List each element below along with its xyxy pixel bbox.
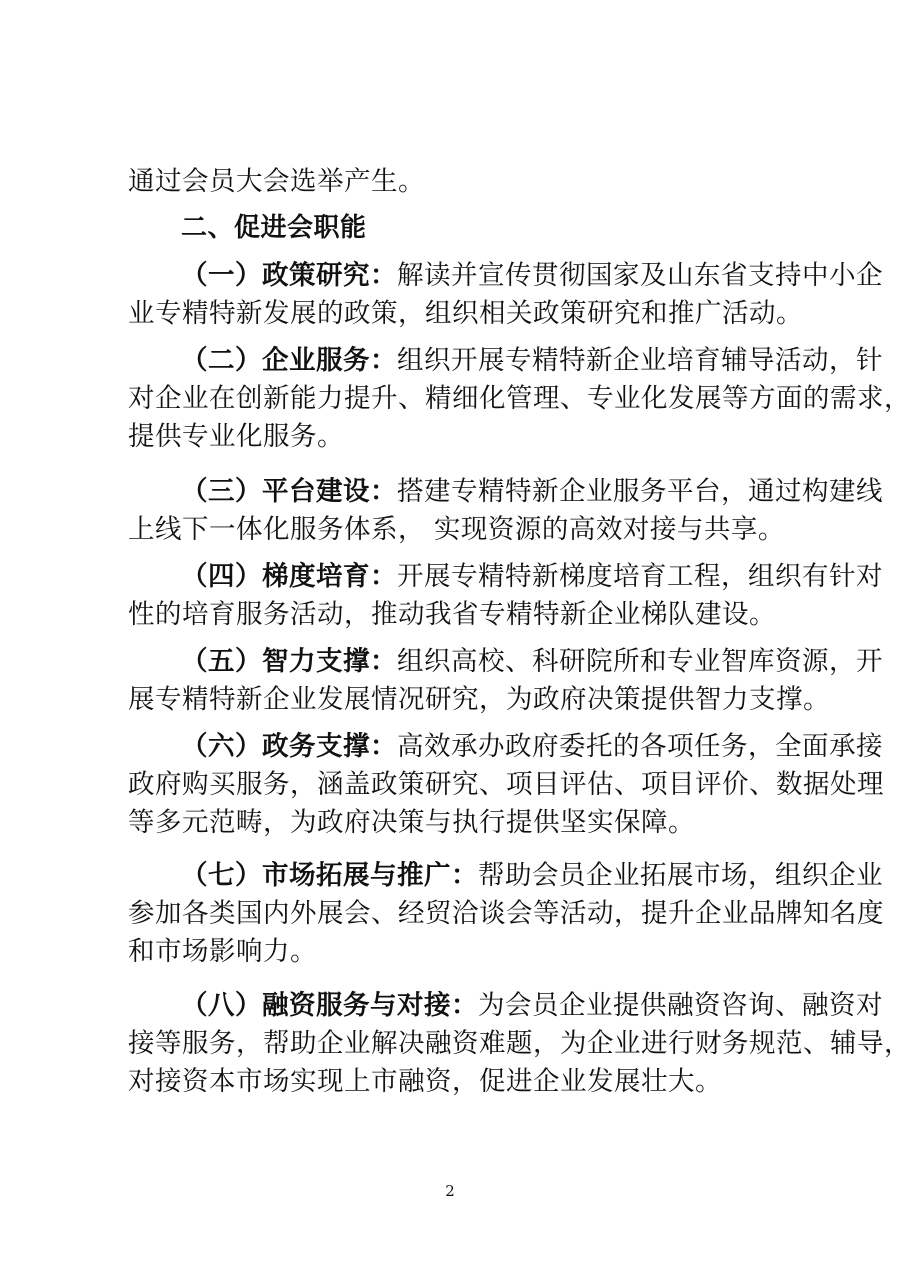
item-6-text-1: 高效承办政府委托的各项任务，全面承接: [397, 731, 883, 762]
item-7-text-1: 帮助会员企业拓展市场，组织企业: [478, 860, 883, 891]
item-3-text-1: 搭建专精特新企业服务平台，通过构建线: [397, 476, 883, 507]
item-4-label: （四）梯度培育：: [181, 561, 397, 592]
item-1-text-1: 解读并宣传贯彻国家及山东省支持中小企: [397, 260, 883, 291]
item-4-paragraph: [128, 558, 883, 634]
item-1-label: （一）政策研究：: [181, 260, 397, 291]
item-5-paragraph: [128, 643, 883, 719]
item-2-line-3: 提供专业化服务。: [128, 421, 344, 452]
item-1-line-2: 业专精特新发展的政策，组织相关政策研究和推广活动。: [128, 298, 803, 329]
item-1-paragraph: [128, 257, 883, 333]
intro-line: 通过会员大会选举产生。: [128, 166, 425, 197]
item-8-text-1: 为会员企业提供融资咨询、融资对: [478, 990, 883, 1021]
item-8-line-2: 接等服务，帮助企业解决融资难题，为企业进行财务规范、辅导，: [128, 1028, 911, 1059]
item-4-text-1: 开展专精特新梯度培育工程，组织有针对: [397, 561, 883, 592]
item-8-line-1: [128, 987, 883, 1025]
item-7-line-2: 参加各类国内外展会、经贸洽谈会等活动，提升企业品牌知名度: [128, 898, 884, 929]
section-heading: 二、促进会职能: [181, 213, 367, 243]
item-5-text-1: 组织高校、科研院所和专业智库资源，开: [397, 646, 883, 677]
item-2-line-1: [128, 342, 883, 380]
item-3-paragraph: [128, 473, 883, 549]
item-3-label: （三）平台建设：: [181, 476, 397, 507]
item-1-line-1: [128, 257, 883, 295]
item-8-paragraph: [128, 987, 911, 1101]
item-7-line-3: 和市场影响力。: [128, 936, 317, 967]
item-6-line-1: [128, 728, 883, 766]
item-6-paragraph: [128, 728, 884, 842]
item-6-line-2: 政府购买服务，涵盖政策研究、项目评估、项目评价、数据处理: [128, 769, 884, 800]
item-8-label: （八）融资服务与对接：: [181, 990, 478, 1021]
item-2-paragraph: [128, 342, 911, 456]
item-5-line-1: [128, 643, 883, 681]
item-8-line-3: 对接资本市场实现上市融资，促进企业发展壮大。: [128, 1066, 722, 1097]
item-6-label: （六）政务支撑：: [181, 731, 397, 762]
item-2-label: （二）企业服务：: [181, 345, 397, 376]
item-7-label: （七）市场拓展与推广：: [181, 860, 478, 891]
item-5-label: （五）智力支撑：: [181, 646, 397, 677]
item-5-line-2: 展专精特新企业发展情况研究，为政府决策提供智力支撑。: [128, 684, 830, 715]
item-2-line-2: 对企业在创新能力提升、精细化管理、专业化发展等方面的需求，: [128, 383, 911, 414]
item-7-paragraph: [128, 857, 884, 971]
section-heading-block: [128, 209, 803, 247]
item-7-line-1: [128, 857, 883, 895]
item-3-line-2: 上线下一体化服务体系， 实现资源的高效对接与共享。: [128, 514, 785, 545]
page-number: 2: [445, 1182, 455, 1200]
intro-paragraph: [128, 163, 803, 201]
item-3-line-1: [128, 473, 883, 511]
item-4-line-2: 性的培育服务活动，推动我省专精特新企业梯队建设。: [128, 599, 776, 630]
item-6-line-3: 等多元范畴，为政府决策与执行提供坚实保障。: [128, 807, 695, 838]
item-4-line-1: [128, 558, 883, 596]
item-2-text-1: 组织开展专精特新企业培育辅导活动，针: [397, 345, 883, 376]
